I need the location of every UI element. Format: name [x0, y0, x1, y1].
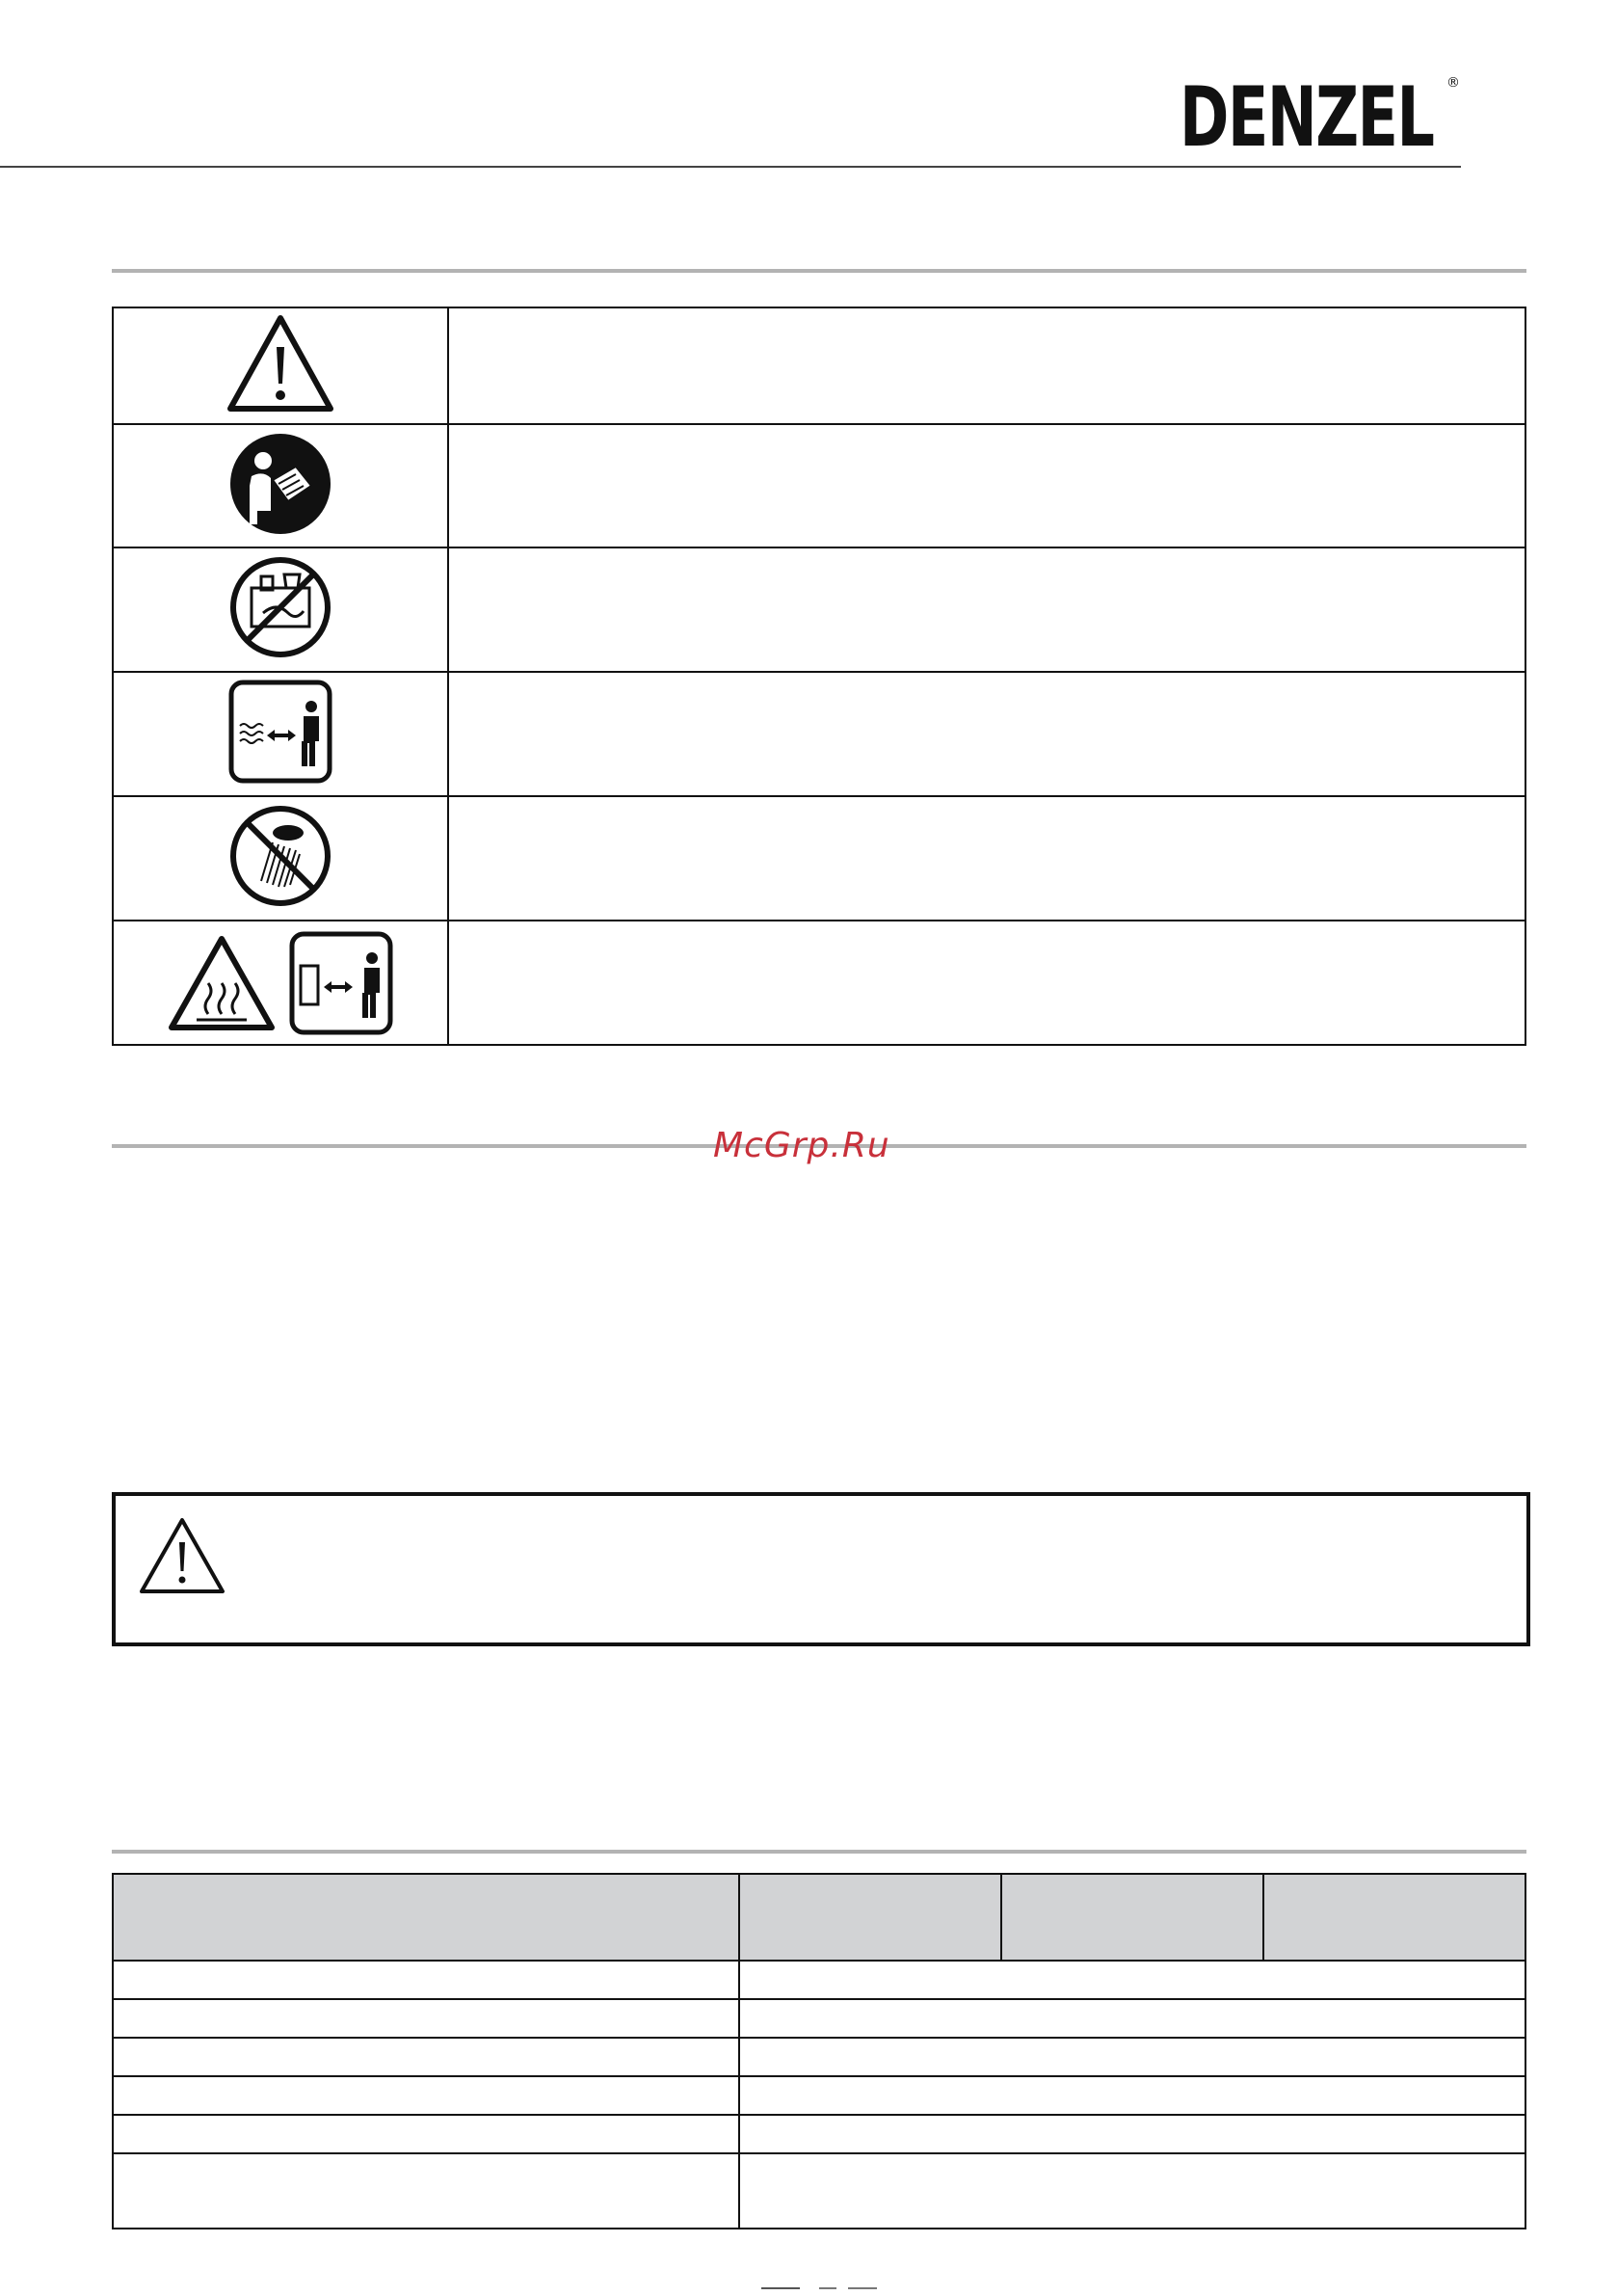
spec-table: [112, 1873, 1526, 2229]
section-divider-3: [112, 1850, 1526, 1854]
spec-label-cell: [113, 2076, 739, 2115]
spec-value-cell: [739, 2115, 1525, 2153]
table-row: [113, 2076, 1525, 2115]
spec-header-cell: [739, 1874, 1001, 1961]
footer-marks: [761, 2286, 935, 2292]
symbol-row: [113, 307, 1525, 424]
keep-distance-from-flammables-icon: [228, 680, 332, 784]
table-row: [113, 2038, 1525, 2076]
symbol-description: [448, 547, 1525, 672]
spec-value-cell: [739, 2076, 1525, 2115]
spec-header-cell: [113, 1874, 739, 1961]
warning-triangle-icon: [225, 312, 336, 414]
warning-box: [112, 1492, 1530, 1646]
symbol-description: [448, 921, 1525, 1045]
spec-label-cell: [113, 2153, 739, 2229]
read-manual-icon: [228, 432, 332, 536]
table-row: [113, 2153, 1525, 2229]
symbol-row: [113, 796, 1525, 921]
spec-value-cell: [739, 2038, 1525, 2076]
spec-header-row: [113, 1874, 1525, 1961]
watermark: McGrp.Ru: [713, 1126, 890, 1165]
symbol-description: [448, 307, 1525, 424]
header-rule: [0, 166, 1461, 168]
symbol-description: [448, 796, 1525, 921]
spec-label-cell: [113, 1961, 739, 1999]
symbol-description: [448, 424, 1525, 547]
symbols-table: [112, 307, 1526, 1046]
symbol-row: [113, 424, 1525, 547]
keep-distance-icon: [289, 931, 393, 1035]
spec-header-cell: [1001, 1874, 1263, 1961]
symbol-row: [113, 547, 1525, 672]
spec-value-cell: [739, 2153, 1525, 2229]
spec-header-cell: [1263, 1874, 1525, 1961]
hot-surface-icon: [168, 933, 276, 1033]
spec-label-cell: [113, 2115, 739, 2153]
spec-label-cell: [113, 1999, 739, 2038]
brand-logo: [1174, 69, 1463, 166]
no-dust-prohibition-icon: [228, 555, 332, 659]
spec-label-cell: [113, 2038, 739, 2076]
table-row: [113, 2115, 1525, 2153]
table-row: [113, 1999, 1525, 2038]
symbol-description: [448, 672, 1525, 796]
spec-value-cell: [739, 1961, 1525, 1999]
table-row: [113, 1961, 1525, 1999]
symbol-row: [113, 921, 1525, 1045]
brand-name: DENZEL: [1180, 69, 1434, 166]
no-rain-prohibition-icon: [228, 804, 332, 908]
warning-triangle-icon: [137, 1515, 227, 1596]
spec-value-cell: [739, 1999, 1525, 2038]
symbol-row: [113, 672, 1525, 796]
section-divider-1: [112, 269, 1526, 273]
registered-mark: ®: [1446, 75, 1460, 91]
